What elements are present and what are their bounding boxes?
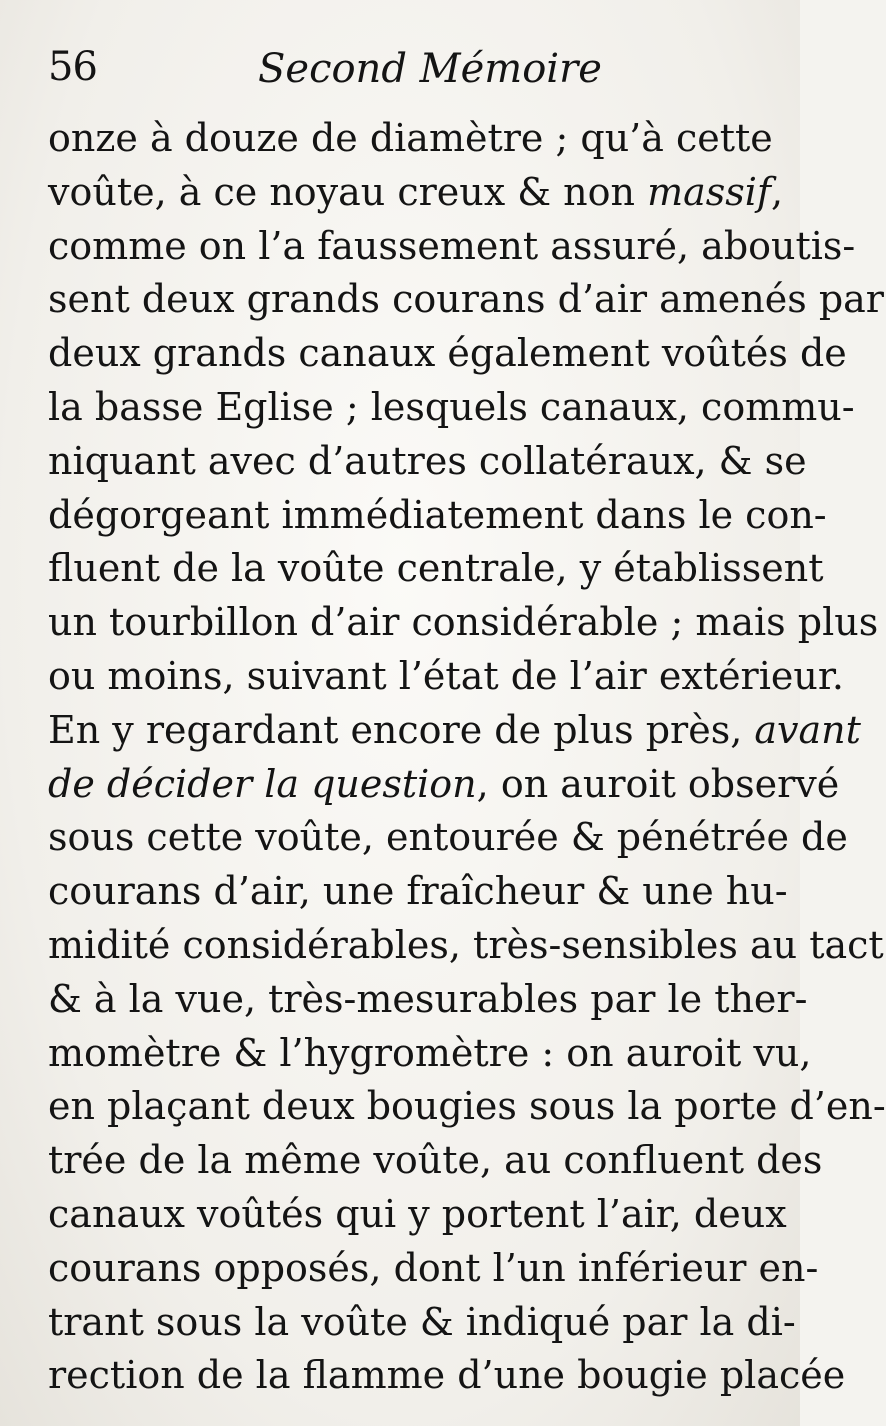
text-line bbox=[48, 542, 824, 596]
body-text bbox=[48, 112, 886, 1403]
text-segment: courans opposés, dont l’un inférieur en- bbox=[48, 1245, 819, 1290]
text-segment: fluent de la voûte centrale, y établissent bbox=[48, 546, 824, 591]
text-segment: niquant avec d’autres collatéraux, & se bbox=[48, 438, 807, 483]
text-segment: trée de la même voûte, au confluent des bbox=[48, 1138, 823, 1183]
italic-segment: de décider la question bbox=[48, 761, 477, 806]
text-line bbox=[48, 273, 884, 327]
text-segment: , on auroit observé bbox=[476, 761, 840, 806]
text-line bbox=[48, 704, 861, 758]
text-line bbox=[48, 112, 773, 166]
text-line bbox=[48, 166, 784, 220]
italic-segment: avant bbox=[754, 707, 861, 752]
text-segment: ou moins, suivant l’état de l’air extérieur. bbox=[48, 653, 844, 698]
text-segment: voûte, à ce noyau creux & non bbox=[48, 169, 648, 214]
text-line bbox=[48, 435, 807, 489]
text-segment: & à la vue, très-mesurables par le ther- bbox=[48, 976, 808, 1021]
page-number: 56 bbox=[48, 44, 97, 90]
text-line bbox=[48, 381, 855, 435]
text-line bbox=[48, 489, 827, 543]
text-segment: rection de la flamme d’une bougie placée bbox=[48, 1353, 846, 1398]
text-line bbox=[48, 650, 844, 704]
text-segment: midité considérables, très-sensibles au tact bbox=[48, 922, 884, 967]
text-line bbox=[48, 865, 788, 919]
text-segment: un tourbillon d’air considérable ; mais plus bbox=[48, 600, 879, 645]
text-line bbox=[48, 758, 840, 812]
page-header bbox=[48, 40, 760, 100]
running-title: Second Mémoire bbox=[258, 46, 602, 92]
text-segment: en plaçant deux bougies sous la porte d’en- bbox=[48, 1084, 886, 1129]
text-line bbox=[48, 327, 847, 381]
text-segment: deux grands canaux également voûtés de bbox=[48, 331, 847, 376]
text-line bbox=[48, 1134, 823, 1188]
text-segment: En y regardant encore de plus près, bbox=[48, 707, 755, 752]
text-segment: sent deux grands courans d’air amenés par bbox=[48, 277, 884, 322]
text-line bbox=[48, 596, 879, 650]
text-line bbox=[48, 811, 848, 865]
text-line bbox=[48, 973, 808, 1027]
text-segment: , bbox=[771, 169, 784, 214]
text-segment: sous cette voûte, entourée & pénétrée de bbox=[48, 815, 848, 860]
text-segment: momètre & l’hygromètre : on auroit vu, bbox=[48, 1030, 812, 1075]
text-line bbox=[48, 919, 884, 973]
text-segment: la basse Eglise ; lesquels canaux, commu- bbox=[48, 384, 855, 429]
text-line bbox=[48, 1027, 812, 1081]
text-line bbox=[48, 1188, 787, 1242]
text-line bbox=[48, 220, 856, 274]
text-segment: onze à douze de diamètre ; qu’à cette bbox=[48, 116, 773, 160]
text-segment: comme on l’a faussement assuré, aboutis- bbox=[48, 223, 856, 268]
text-segment: dégorgeant immédiatement dans le con- bbox=[48, 492, 827, 537]
text-line bbox=[48, 1242, 819, 1296]
text-segment: courans d’air, une fraîcheur & une hu- bbox=[48, 869, 788, 914]
text-segment: trant sous la voûte & indiqué par la di- bbox=[48, 1299, 796, 1344]
italic-segment: massif bbox=[647, 169, 771, 214]
text-line bbox=[48, 1080, 886, 1134]
text-line bbox=[48, 1349, 846, 1403]
text-segment: canaux voûtés qui y portent l’air, deux bbox=[48, 1191, 787, 1236]
text-line bbox=[48, 1296, 796, 1350]
